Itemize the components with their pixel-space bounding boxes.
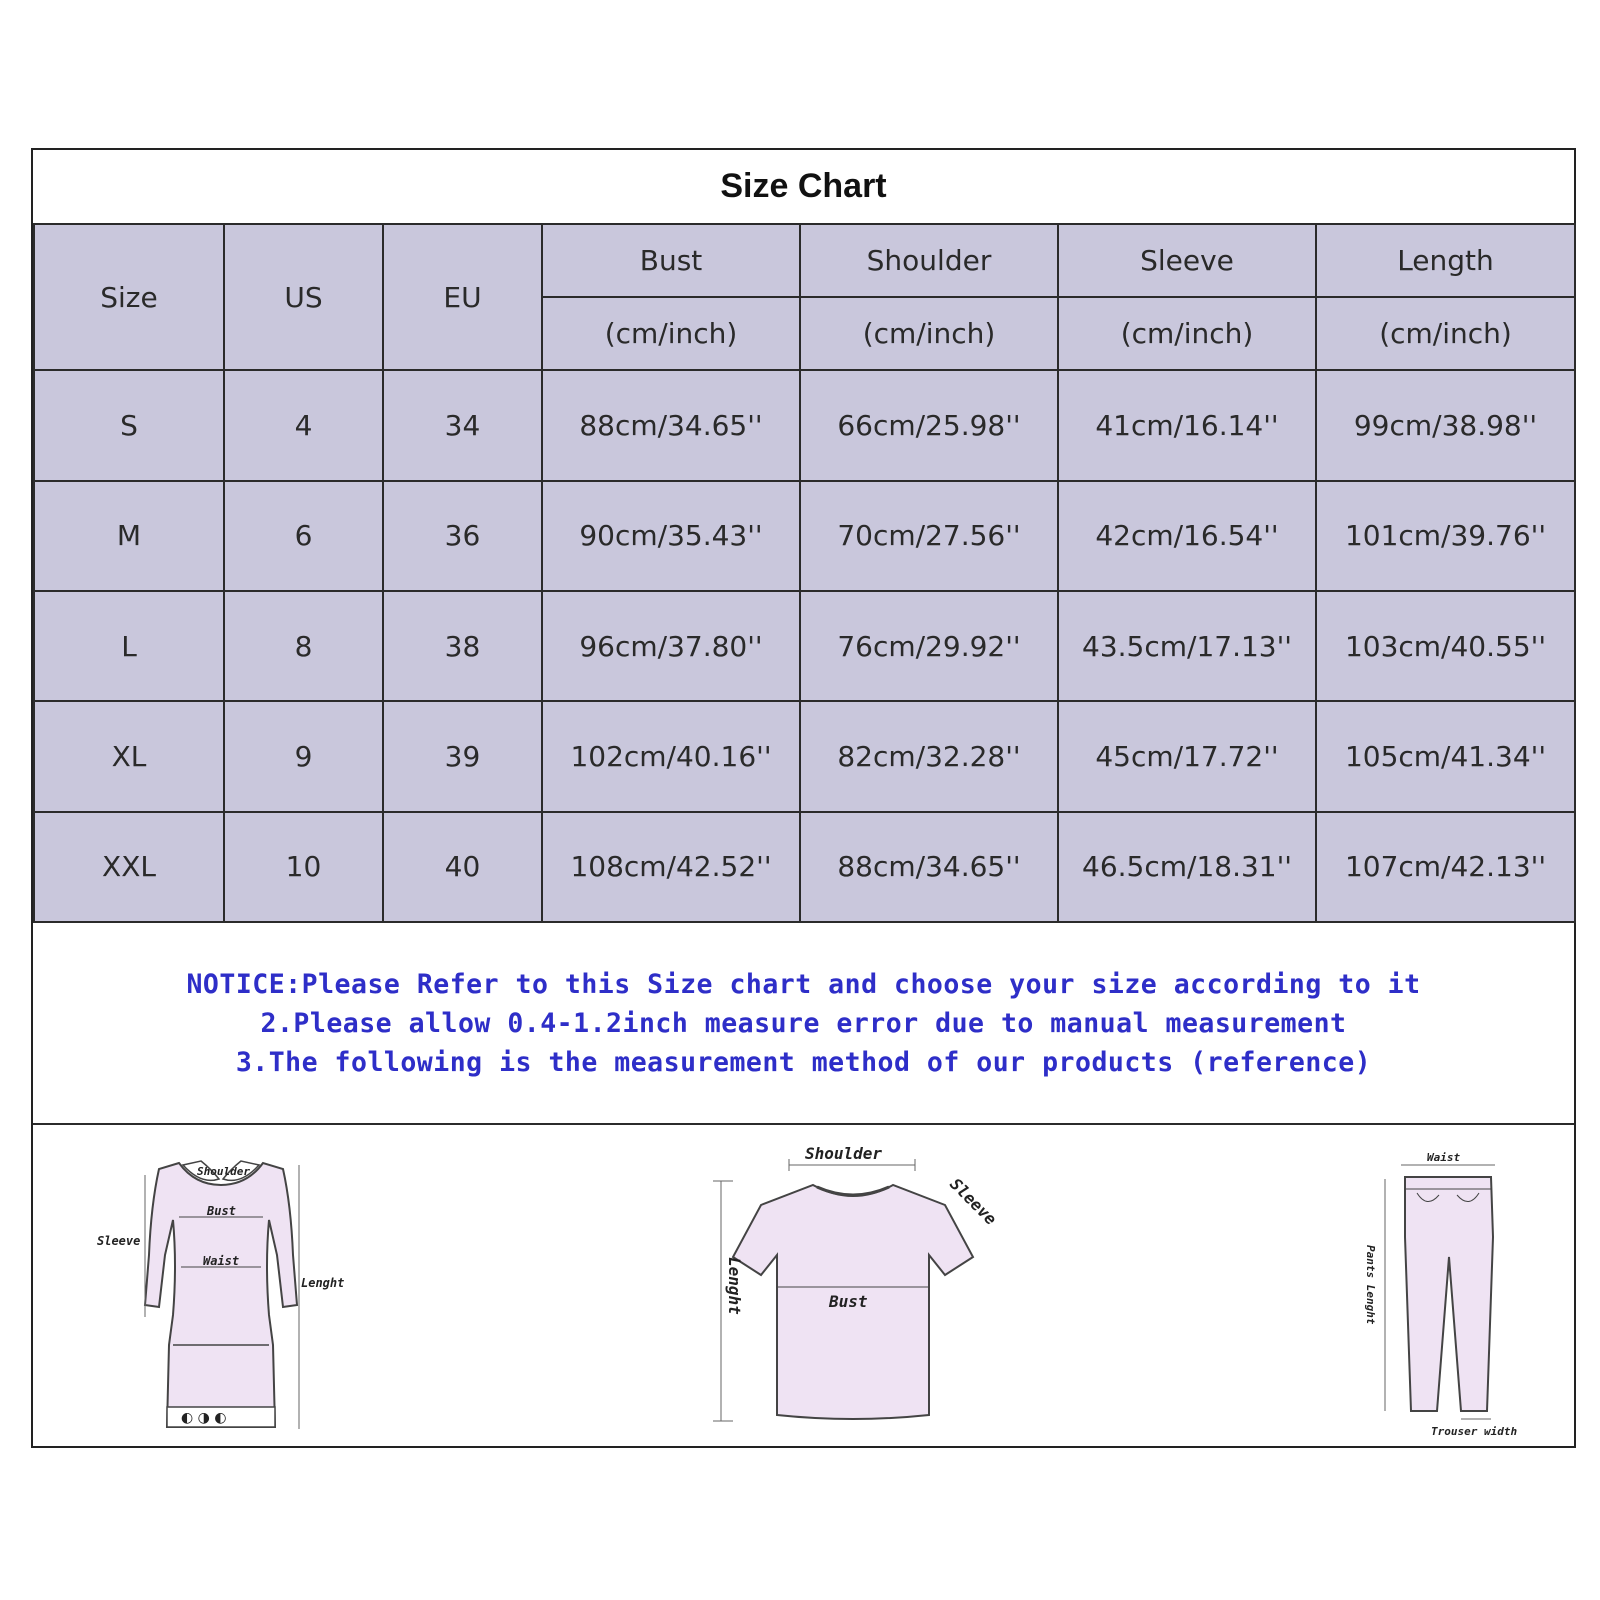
cell-bust: 90cm/35.43''	[542, 481, 800, 591]
cell-length: 99cm/38.98''	[1316, 370, 1575, 480]
cell-shoulder: 66cm/25.98''	[800, 370, 1058, 480]
cell-shoulder: 88cm/34.65''	[800, 812, 1058, 922]
cell-us: 9	[224, 701, 383, 811]
header-eu: EU	[383, 224, 542, 370]
header-row	[34, 224, 1575, 297]
tshirt-diagram	[693, 1137, 1033, 1437]
cell-size: M	[34, 481, 224, 591]
measurement-diagrams	[33, 1123, 1574, 1448]
header-size: Size	[34, 224, 224, 370]
dress-shoulder-label: Shoulder	[197, 1165, 250, 1178]
table-row	[34, 370, 1575, 480]
cell-eu: 40	[383, 812, 542, 922]
cell-sleeve: 46.5cm/18.31''	[1058, 812, 1316, 922]
dress-length-label: Lenght	[301, 1276, 345, 1290]
cell-bust: 108cm/42.52''	[542, 812, 800, 922]
dress-sleeve-label: Sleeve	[97, 1234, 141, 1248]
table-row	[34, 591, 1575, 701]
header-sleeve: Sleeve	[1058, 224, 1316, 297]
cell-us: 6	[224, 481, 383, 591]
cell-size: XL	[34, 701, 224, 811]
tshirt-shoulder-label: Shoulder	[805, 1144, 883, 1163]
cell-shoulder: 70cm/27.56''	[800, 481, 1058, 591]
cell-size: L	[34, 591, 224, 701]
pants-trouser-width-label: Trouser width	[1431, 1425, 1518, 1435]
cell-sleeve: 42cm/16.54''	[1058, 481, 1316, 591]
unit-shoulder: (cm/inch)	[800, 297, 1058, 370]
size-chart-frame	[31, 148, 1576, 1448]
pants-diagram	[1361, 1145, 1561, 1435]
pants-icon	[1361, 1145, 1561, 1435]
header-bust: Bust	[542, 224, 800, 297]
cell-sleeve: 45cm/17.72''	[1058, 701, 1316, 811]
notice-line-2: 2.Please allow 0.4-1.2inch measure error due to manual measurement	[260, 1007, 1347, 1039]
size-table	[33, 223, 1576, 923]
table-row	[34, 812, 1575, 922]
dress-bust-label: Bust	[207, 1204, 236, 1218]
cell-size: S	[34, 370, 224, 480]
cell-size: XXL	[34, 812, 224, 922]
tshirt-bust-label: Bust	[829, 1292, 868, 1311]
chart-title: Size Chart	[720, 167, 887, 205]
cell-eu: 36	[383, 481, 542, 591]
dress-icon	[61, 1145, 361, 1435]
cell-length: 103cm/40.55''	[1316, 591, 1575, 701]
pants-length-label: Pants Lenght	[1364, 1245, 1377, 1325]
notice-box	[33, 923, 1574, 1123]
unit-sleeve: (cm/inch)	[1058, 297, 1316, 370]
svg-text:◐ ◑ ◐: ◐ ◑ ◐	[181, 1410, 227, 1426]
unit-length: (cm/inch)	[1316, 297, 1575, 370]
cell-bust: 96cm/37.80''	[542, 591, 800, 701]
header-shoulder: Shoulder	[800, 224, 1058, 297]
tshirt-sleeve-label: Sleeve	[946, 1174, 1001, 1229]
header-us: US	[224, 224, 383, 370]
cell-length: 101cm/39.76''	[1316, 481, 1575, 591]
dress-diagram	[61, 1145, 361, 1435]
notice-line-3: 3.The following is the measurement method of our products (reference)	[235, 1046, 1372, 1078]
cell-length: 107cm/42.13''	[1316, 812, 1575, 922]
cell-shoulder: 76cm/29.92''	[800, 591, 1058, 701]
cell-us: 10	[224, 812, 383, 922]
tshirt-length-label: Lenght	[725, 1257, 744, 1315]
unit-bust: (cm/inch)	[542, 297, 800, 370]
cell-sleeve: 41cm/16.14''	[1058, 370, 1316, 480]
cell-shoulder: 82cm/32.28''	[800, 701, 1058, 811]
cell-us: 4	[224, 370, 383, 480]
header-length: Length	[1316, 224, 1575, 297]
cell-eu: 38	[383, 591, 542, 701]
notice-line-1: NOTICE:Please Refer to this Size chart and choose your size according to it	[186, 968, 1421, 1000]
cell-sleeve: 43.5cm/17.13''	[1058, 591, 1316, 701]
tshirt-icon	[693, 1137, 1033, 1437]
table-row	[34, 701, 1575, 811]
cell-eu: 34	[383, 370, 542, 480]
pants-waist-label: Waist	[1427, 1151, 1461, 1164]
dress-waist-label: Waist	[203, 1254, 240, 1268]
cell-bust: 102cm/40.16''	[542, 701, 800, 811]
cell-bust: 88cm/34.65''	[542, 370, 800, 480]
cell-us: 8	[224, 591, 383, 701]
cell-length: 105cm/41.34''	[1316, 701, 1575, 811]
table-row	[34, 481, 1575, 591]
cell-eu: 39	[383, 701, 542, 811]
